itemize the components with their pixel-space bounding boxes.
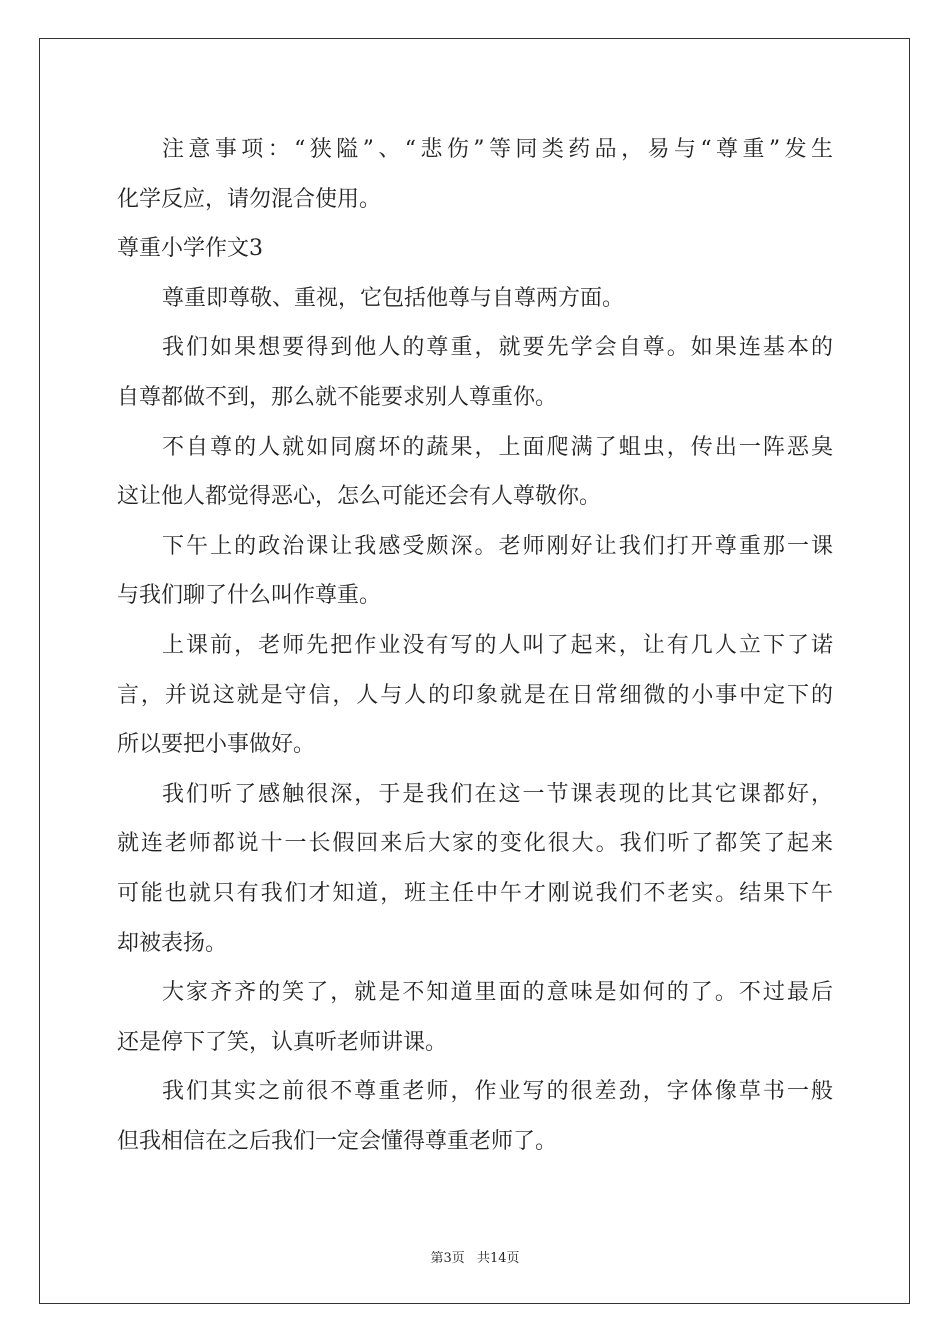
paragraph-line: 我们听了感触很深，于是我们在这一节课表现的比其它课都好，	[162, 781, 833, 807]
paragraph-line: 所以要把小事做好。	[117, 732, 316, 758]
page-footer	[0, 1247, 950, 1266]
paragraph-line: 就连老师都说十一长假回来后大家的变化很大。我们听了都笑了起来	[117, 831, 833, 857]
paragraph-line: 注意事项：“狭隘”、“悲伤”等同类药品，易与“尊重”发生	[162, 137, 833, 162]
paragraph-line: 却被表扬。	[117, 930, 228, 956]
paragraph-line: 这让他人都觉得恶心，怎么可能还会有人尊敬你。	[117, 484, 602, 510]
paragraph-line: 尊重即尊敬、重视，它包括他尊与自尊两方面。	[162, 285, 625, 311]
paragraph-line: 还是停下了笑，认真听老师讲课。	[117, 1029, 448, 1055]
document-body	[117, 125, 833, 1166]
page-total: 共14页	[476, 1251, 520, 1266]
paragraph-line: 我们如果想要得到他人的尊重，就要先学会自尊。如果连基本的	[162, 335, 833, 361]
paragraph-line: 大家齐齐的笑了，就是不知道里面的意味是如何的了。不过最后	[162, 980, 833, 1006]
section-heading: 尊重小学作文3	[117, 236, 263, 262]
paragraph-line: 我们其实之前很不尊重老师，作业写的很差劲，字体像草书一般	[162, 1079, 833, 1105]
paragraph-line: 上课前，老师先把作业没有写的人叫了起来，让有几人立下了诺	[162, 632, 833, 658]
paragraph-line: 可能也就只有我们才知道，班主任中午才刚说我们不老实。结果下午	[117, 880, 833, 906]
paragraph-line: 自尊都做不到，那么就不能要求别人尊重你。	[117, 384, 558, 410]
paragraph-line: 言，并说这就是守信，人与人的印象就是在日常细微的小事中定下的	[117, 682, 833, 708]
page-number: 第3页	[430, 1251, 465, 1266]
paragraph-line: 不自尊的人就如同腐坏的蔬果，上面爬满了蛆虫，传出一阵恶臭	[162, 434, 833, 460]
paragraph-line: 下午上的政治课让我感受颇深。老师刚好让我们打开尊重那一课	[162, 533, 833, 559]
paragraph-line: 化学反应，请勿混合使用。	[117, 186, 382, 212]
paragraph-line: 与我们聊了什么叫作尊重。	[117, 583, 382, 609]
paragraph-line: 但我相信在之后我们一定会懂得尊重老师了。	[117, 1128, 558, 1154]
